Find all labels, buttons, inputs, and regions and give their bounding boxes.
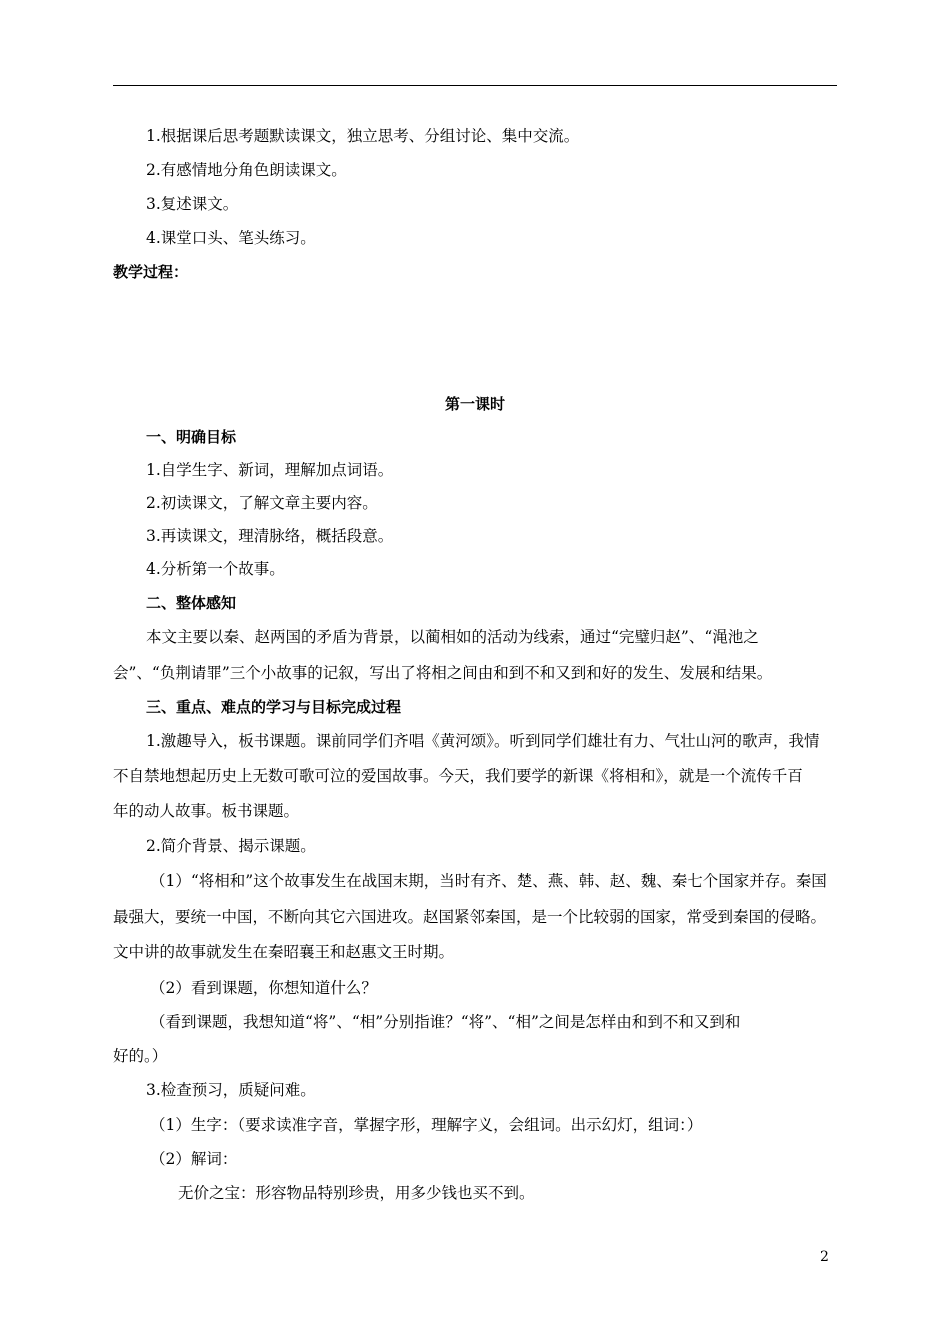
header-rule <box>113 85 837 86</box>
section3-p1-line-1: 1.激趣导入，板书课题。课前同学们齐唱《黄河颂》。听到同学们雄壮有力、气壮山河的歌声，我情 <box>146 732 820 750</box>
lesson-title: 第一课时 <box>444 395 505 413</box>
section3-p2: 2.简介背景、揭示课题。 <box>146 837 316 855</box>
process-heading: 教学过程： <box>113 263 189 281</box>
section3-p1-line-2: 不自禁地想起历史上无数可歌可泣的爱国故事。今天，我们要学的新课《将相和》，就是一个流传千百 <box>113 767 803 785</box>
section1-item-1: 1.自学生字、新词，理解加点词语。 <box>146 461 394 479</box>
section3-p3-2: （2）解词： <box>150 1150 238 1168</box>
section3-p2-2-answer-line-2: 好的。） <box>113 1047 168 1065</box>
section2-line-2: 会”、“负荆请罪”三个小故事的记叙，写出了将相之间由和到不和又到和好的发生、发展和结果。 <box>113 664 773 682</box>
section1-item-4: 4.分析第一个故事。 <box>146 560 285 578</box>
section3-p2-2-answer-line-1: （看到课题，我想知道“将”、“相”分别指谁？“将”、“相”之间是怎样由和到不和又到和 <box>150 1013 741 1031</box>
section3-p3: 3.检查预习，质疑问难。 <box>146 1081 316 1099</box>
section1-heading: 一、明确目标 <box>146 428 237 446</box>
section3-p2-2: （2）看到课题，你想知道什么？ <box>150 979 377 997</box>
section3-p2-1-line-3: 文中讲的故事就发生在秦昭襄王和赵惠文王时期。 <box>113 943 455 961</box>
method-item-1: 1.根据课后思考题默读课文，独立思考、分组讨论、集中交流。 <box>146 127 580 145</box>
section1-item-2: 2.初读课文，了解文章主要内容。 <box>146 494 378 512</box>
section3-p2-1-line-2: 最强大，要统一中国，不断向其它六国进攻。赵国紧邻秦国，是一个比较弱的国家，常受到秦国的侵略。 <box>113 908 827 926</box>
method-item-3: 3.复述课文。 <box>146 195 239 213</box>
section3-p2-1-line-1: （1）“将相和”这个故事发生在战国末期，当时有齐、楚、燕、韩、赵、魏、秦七个国家并存。秦国 <box>150 872 827 890</box>
method-item-2: 2.有感情地分角色朗读课文。 <box>146 161 347 179</box>
section2-line-1: 本文主要以秦、赵两国的矛盾为背景，以蔺相如的活动为线索，通过“完璧归赵”、“渑池之 <box>146 628 759 646</box>
section3-p3-1: （1）生字：（要求读准字音，掌握字形，理解字义，会组词。出示幻灯，组词：） <box>150 1116 703 1134</box>
section3-p1-line-3: 年的动人故事。板书课题。 <box>113 802 300 820</box>
page-number: 2 <box>820 1249 829 1265</box>
method-item-4: 4.课堂口头、笔头练习。 <box>146 229 316 247</box>
section3-heading: 三、重点、难点的学习与目标完成过程 <box>146 698 402 716</box>
section3-p3-2-item: 无价之宝：形容物品特别珍贵，用多少钱也买不到。 <box>178 1184 535 1202</box>
section2-heading: 二、整体感知 <box>146 594 237 612</box>
section1-item-3: 3.再读课文，理清脉络，概括段意。 <box>146 527 394 545</box>
